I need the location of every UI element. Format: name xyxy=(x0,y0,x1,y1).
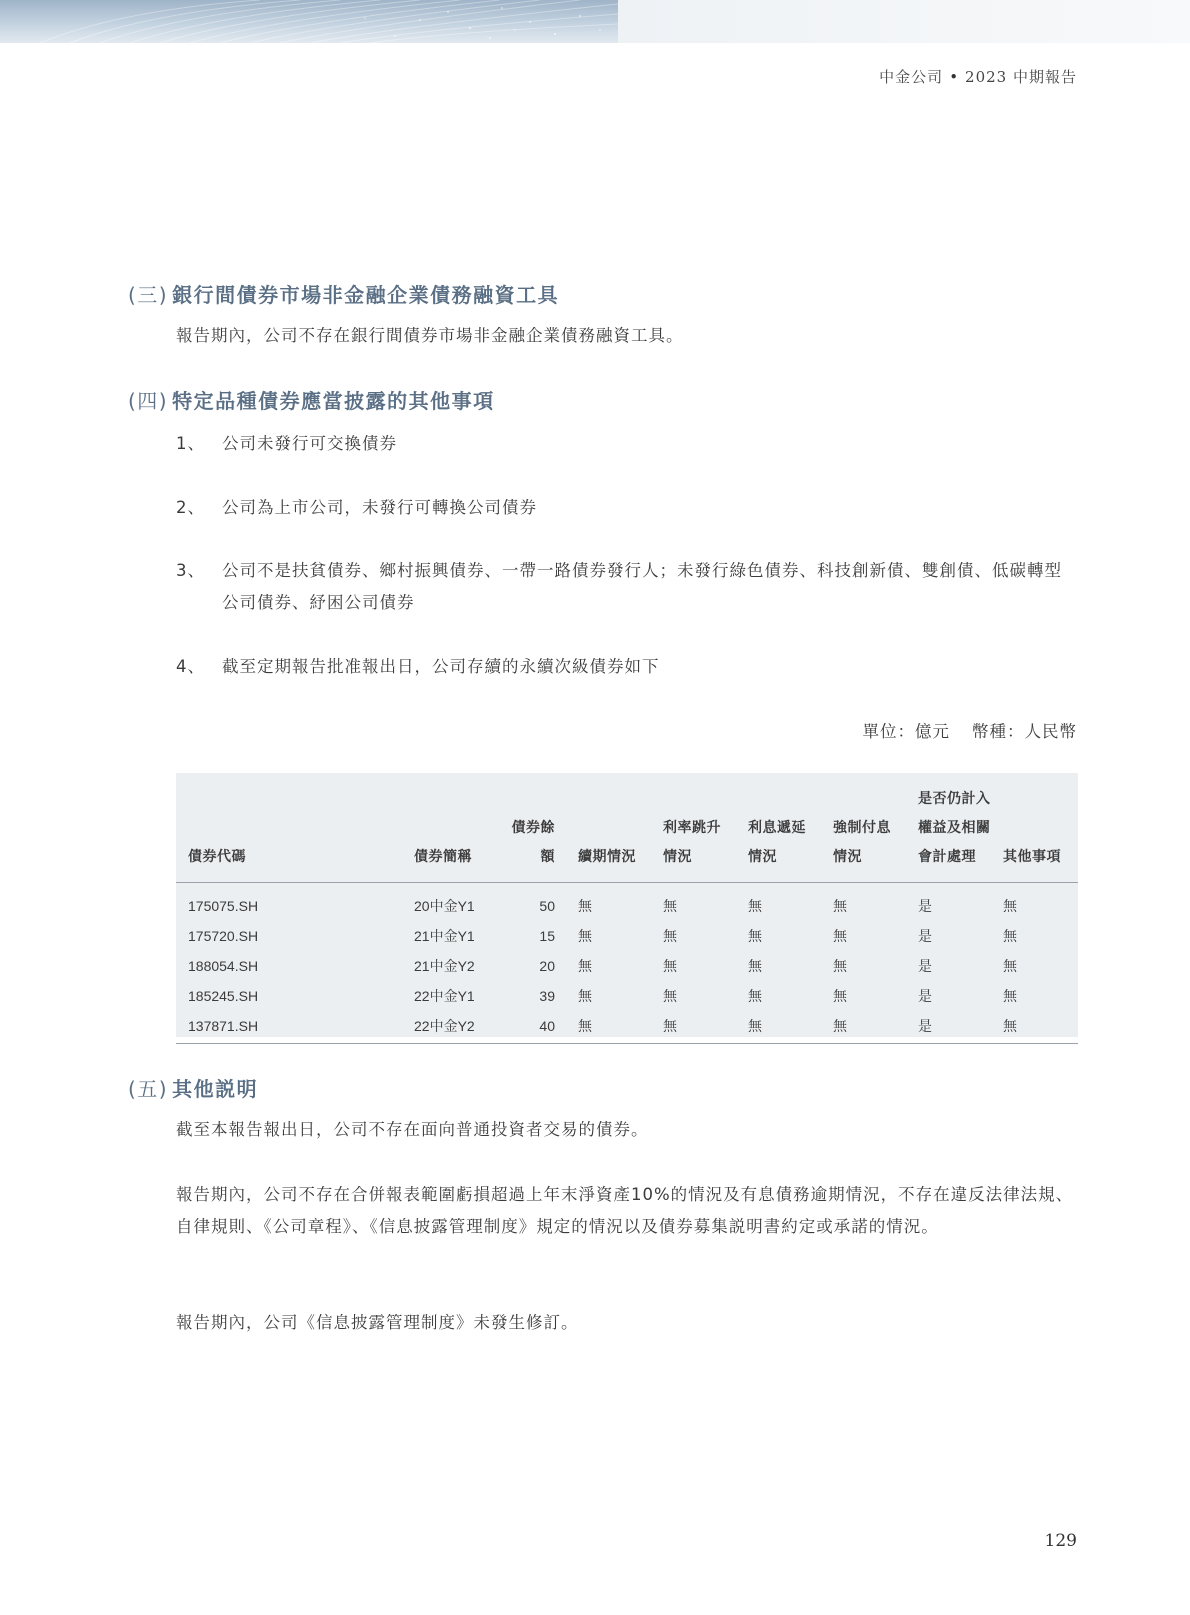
bond-table-panel xyxy=(176,773,1078,1037)
table-unit-note xyxy=(863,718,1078,742)
column-header: 債券代碼 xyxy=(176,773,414,883)
section-3-number: (三) xyxy=(128,283,169,307)
table-row xyxy=(176,981,1078,1011)
section-4-heading xyxy=(128,385,495,414)
header-company: 中金公司 xyxy=(879,68,944,86)
rate-step-up-cell: 無 xyxy=(663,958,677,974)
equity-accounting-cell: 是 xyxy=(918,988,932,1004)
section-5-heading xyxy=(128,1073,258,1102)
section-4-title: 特定品種債券應當披露的其他事項 xyxy=(172,389,495,413)
column-header: 債券簡稱 xyxy=(414,773,499,883)
perpetual-bond-table xyxy=(176,773,1078,1044)
renewal-cell: 無 xyxy=(578,958,592,974)
interest-deferral-cell: 無 xyxy=(748,958,762,974)
column-header: 利息遞延 情況 xyxy=(748,773,833,883)
bond-short-name-cell: 22中金Y1 xyxy=(414,988,475,1004)
bond-code-cell: 175075.SH xyxy=(188,898,259,914)
column-header: 其他事項 xyxy=(1003,773,1078,883)
renewal-cell: 無 xyxy=(578,988,592,1004)
bond-balance-cell: 39 xyxy=(539,988,555,1004)
bond-short-name-cell: 21中金Y1 xyxy=(414,928,475,944)
table-row xyxy=(176,1011,1078,1044)
bond-short-name-cell: 22中金Y2 xyxy=(414,1011,499,1044)
equity-accounting-cell: 是 xyxy=(918,928,932,944)
mandatory-interest-cell: 無 xyxy=(833,1011,918,1044)
other-matters-cell: 無 xyxy=(1003,988,1017,1004)
section-5-title: 其他説明 xyxy=(172,1077,259,1101)
bond-code-cell: 137871.SH xyxy=(176,1011,414,1044)
section-3-heading xyxy=(128,279,559,308)
table-row xyxy=(176,921,1078,951)
equity-accounting-cell: 是 xyxy=(918,1011,1003,1044)
header-banner-image xyxy=(0,0,618,43)
column-header: 是否仍計入 權益及相關 會計處理 xyxy=(918,773,1003,883)
table-row xyxy=(176,883,1078,922)
column-header: 債券餘額 xyxy=(499,773,578,883)
other-matters-cell: 無 xyxy=(1003,898,1017,914)
section-4-number: (四) xyxy=(128,389,169,413)
bond-balance-cell: 50 xyxy=(539,898,555,914)
other-matters-cell: 無 xyxy=(1003,1011,1078,1044)
other-matters-cell: 無 xyxy=(1003,958,1017,974)
table-row xyxy=(176,951,1078,981)
section-5-paragraph: 報告期內，公司不存在合併報表範圍虧損超過上年末淨資產10%的情況及有息債務逾期情況，不存在違反法律法規、自律規則、《公司章程》、《信息披露管理制度》規定的情況以及債券募集説明書約定或承諾的情況。 xyxy=(176,1185,1074,1236)
rate-step-up-cell: 無 xyxy=(663,1011,748,1044)
interest-deferral-cell: 無 xyxy=(748,988,762,1004)
renewal-cell: 無 xyxy=(578,1011,663,1044)
column-header: 利率跳升 情況 xyxy=(663,773,748,883)
header-report-title: 2023 中期報告 xyxy=(965,68,1077,86)
renewal-cell: 無 xyxy=(578,928,592,944)
column-header: 強制付息 情況 xyxy=(833,773,918,883)
wave-pattern-graphic xyxy=(0,0,618,43)
interest-deferral-cell: 無 xyxy=(748,928,762,944)
mandatory-interest-cell: 無 xyxy=(833,988,847,1004)
rate-step-up-cell: 無 xyxy=(663,988,677,1004)
list-item-text: 公司不是扶貧債券、鄉村振興債券、一帶一路債券發行人；未發行綠色債券、科技創新債、雙創債、低碳轉型公司債券、紓困公司債券 xyxy=(222,561,1062,612)
interest-deferral-cell: 無 xyxy=(748,1011,833,1044)
table-header-row xyxy=(176,773,1078,883)
list-item-text: 截至定期報告批准報出日，公司存續的永續次級債券如下 xyxy=(222,657,660,676)
bond-short-name-cell: 20中金Y1 xyxy=(414,898,475,914)
section-3-body: 報告期內，公司不存在銀行間債券市場非金融企業債務融資工具。 xyxy=(176,326,684,345)
section-5-paragraph: 截至本報告報出日，公司不存在面向普通投資者交易的債券。 xyxy=(176,1120,649,1139)
header-banner-fade xyxy=(618,0,1190,43)
currency-label: 幣種：人民幣 xyxy=(972,722,1077,741)
page-number: 129 xyxy=(1044,1531,1077,1551)
mandatory-interest-cell: 無 xyxy=(833,958,847,974)
bond-short-name-cell: 21中金Y2 xyxy=(414,958,475,974)
column-header: 續期情況 xyxy=(578,773,663,883)
rate-step-up-cell: 無 xyxy=(663,928,677,944)
list-item-number: 2、 xyxy=(176,498,205,517)
list-item-number: 4、 xyxy=(176,657,205,676)
header-separator-dot: • xyxy=(949,68,960,86)
list-item-text: 公司未發行可交換債券 xyxy=(222,434,397,453)
list-item-number: 1、 xyxy=(176,434,205,453)
bond-code-cell: 185245.SH xyxy=(188,988,259,1004)
other-matters-cell: 無 xyxy=(1003,928,1017,944)
unit-label: 單位：億元 xyxy=(862,722,950,741)
section-5-number: (五) xyxy=(128,1077,169,1101)
equity-accounting-cell: 是 xyxy=(918,958,932,974)
section-5-paragraph: 報告期內，公司《信息披露管理制度》未發生修訂。 xyxy=(176,1313,579,1332)
bond-balance-cell: 15 xyxy=(539,928,555,944)
rate-step-up-cell: 無 xyxy=(663,898,677,914)
mandatory-interest-cell: 無 xyxy=(833,898,847,914)
list-item-text: 公司為上市公司，未發行可轉換公司債券 xyxy=(222,498,537,517)
section-3-title: 銀行間債券市場非金融企業債務融資工具 xyxy=(172,283,560,307)
mandatory-interest-cell: 無 xyxy=(833,928,847,944)
interest-deferral-cell: 無 xyxy=(748,898,762,914)
equity-accounting-cell: 是 xyxy=(918,898,932,914)
running-header xyxy=(879,66,1077,87)
bond-code-cell: 175720.SH xyxy=(188,928,259,944)
renewal-cell: 無 xyxy=(578,898,592,914)
list-item-number: 3、 xyxy=(176,561,205,580)
bond-balance-cell: 40 xyxy=(499,1011,578,1044)
bond-balance-cell: 20 xyxy=(539,958,555,974)
bond-code-cell: 188054.SH xyxy=(188,958,259,974)
